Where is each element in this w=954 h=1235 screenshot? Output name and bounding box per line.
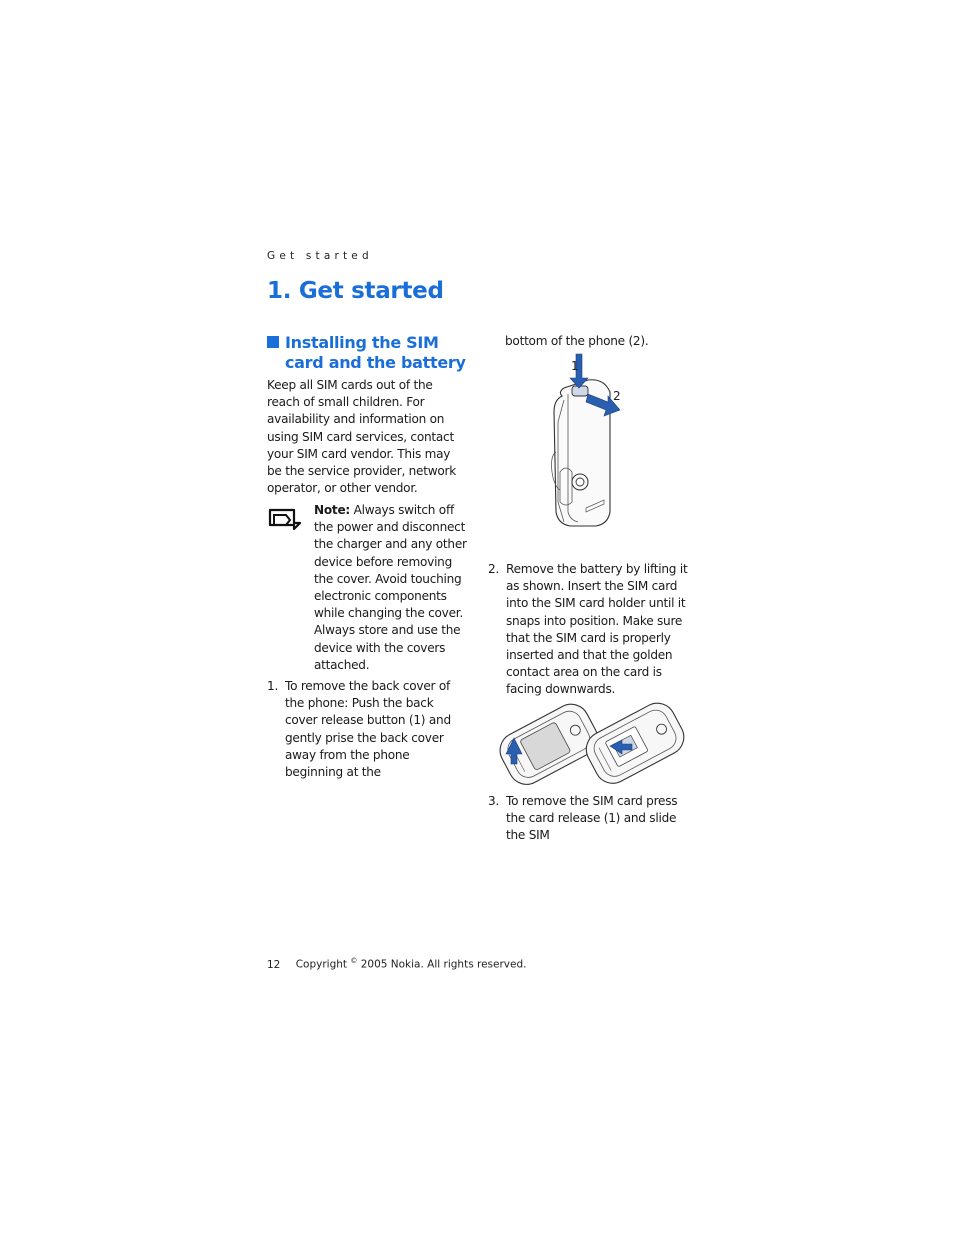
step-2-number: 2.	[488, 562, 500, 576]
chapter-title: 1. Get started	[267, 278, 444, 304]
copyright-text: 2005 Nokia. All rights reserved.	[360, 958, 527, 971]
intro-paragraph	[267, 377, 467, 497]
step-3-number: 3.	[488, 794, 500, 808]
intro-text: Keep all SIM cards out of the reach of small children. For availability and information on using SIM card services, contact your SIM card vendor. This may be the service provider, network operator, or other vendor.	[267, 378, 457, 496]
step-1-number: 1.	[267, 679, 279, 693]
back-cover-removal-illustration	[548, 352, 628, 530]
note-text: Always switch off the power and disconnect the charger and any other device before removing the cover. Avoid touching electronic components while changing the cover. Always store and use the device with the covers attached.	[314, 503, 467, 672]
note-label: Note:	[314, 503, 350, 517]
section-title: Installing the SIM card and the battery	[285, 333, 466, 372]
section-bullet-icon	[267, 336, 279, 348]
step-2-text: Remove the battery by lifting it as shown. Insert the SIM card into the SIM card holder until it snaps into position. Make sure that the SIM card is properly inserted and that the golden contact area on the card is facing downwards.	[506, 562, 688, 697]
note-block	[314, 502, 470, 674]
figure-label-1: 1	[571, 359, 579, 373]
step-2	[488, 561, 688, 699]
running-header: Get started	[267, 250, 373, 262]
step-1-continued	[505, 333, 695, 350]
page-footer	[267, 957, 526, 971]
copyright-symbol: ©	[350, 957, 358, 965]
note-paragraph	[314, 502, 470, 674]
figure-label-2: 2	[613, 389, 621, 403]
step-1-text: To remove the back cover of the phone: Push the back cover release button (1) and gently prise the back cover away from the phone beginning at the	[285, 679, 451, 780]
page-number: 12	[267, 958, 281, 971]
note-icon	[268, 507, 302, 531]
step-1	[267, 678, 467, 781]
step-3	[488, 793, 688, 845]
step-1-continued-text: bottom of the phone (2).	[505, 334, 649, 348]
step-3-text: To remove the SIM card press the card release (1) and slide the SIM	[506, 794, 678, 843]
section-heading	[267, 333, 477, 372]
copyright-prefix: Copyright	[295, 958, 348, 971]
battery-sim-illustration	[492, 700, 690, 788]
